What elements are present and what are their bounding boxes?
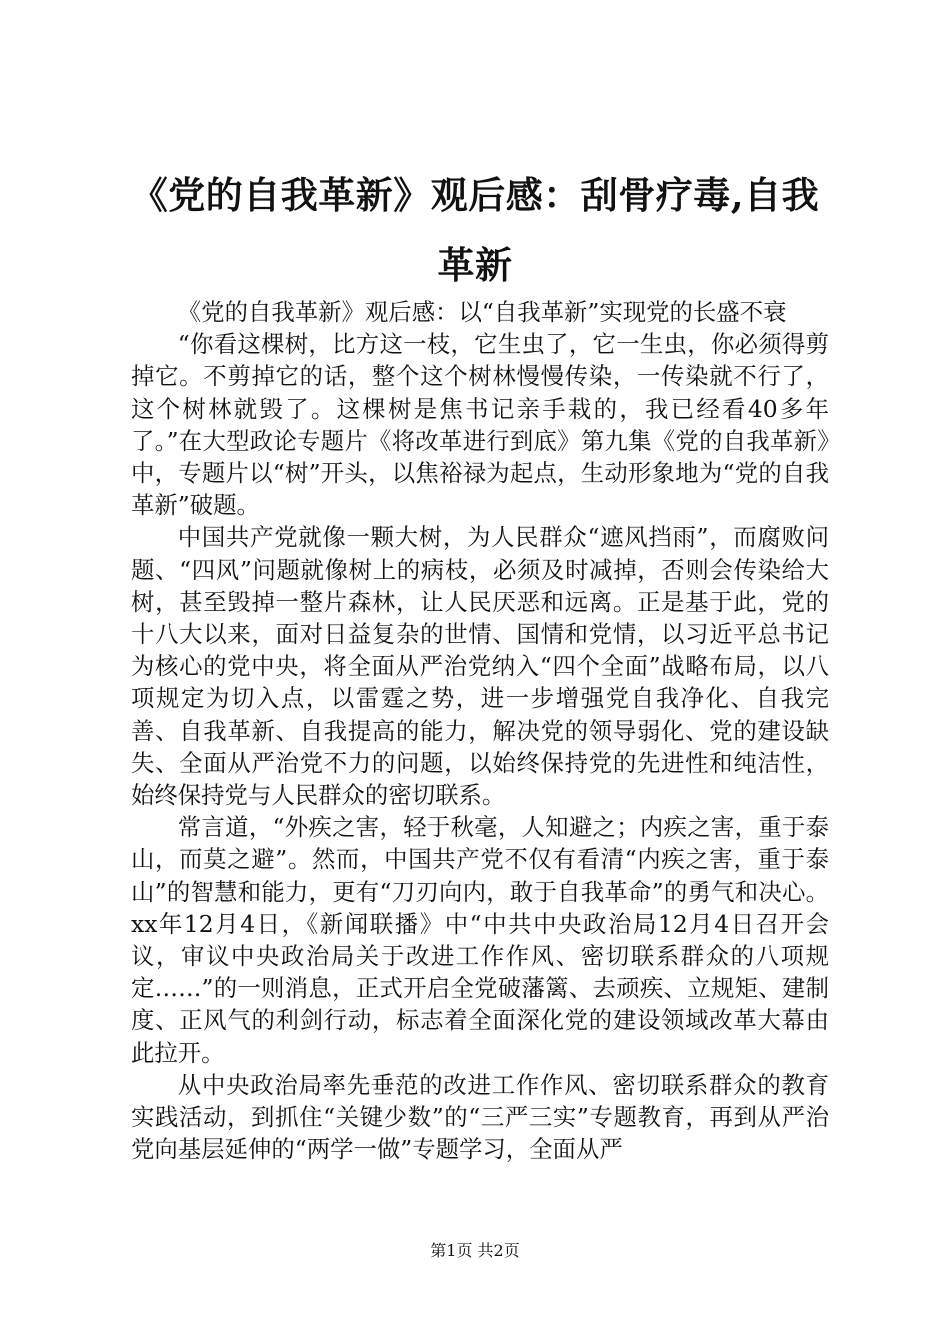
paragraph: 中国共产党就像一颗大树，为人民群众“遮风挡雨”，而腐败问题、“四风”问题就像树上的病枝，必须及时减掉，否则会传染给大树，甚至毁掉一整片森林，让人民厌恶和远离。正是基于此，党的十八大以来，面对日益复杂的世情、国情和党情，以习近平总书记为核心的党中央，将全面从严治党纳入“四个全面”战略布局，以八项规定为切入点，以雷霆之势，进一步增强党自我净化、自我完善、自我革新、自我提高的能力，解决党的领导弱化、党的建设缺失、全面从严治党不力的问题，以始终保持党的先进性和纯洁性，始终保持党与人民群众的密切联系。 <box>131 523 829 810</box>
page-number-footer: 第1页 共2页 <box>430 1241 520 1260</box>
paragraph: 从中央政治局率先垂范的改进工作作风、密切联系群众的教育实践活动，到抓住“关键少数”的“三严三实”专题教育，再到从严治党向基层延伸的“两学一做”专题学习，全面从严 <box>131 1070 829 1164</box>
document-body <box>131 296 829 1165</box>
paragraph: 常言道，“外疾之害，轻于秋毫，人知避之；内疾之害，重于泰山，而莫之避”。然而，中国共产党不仅有看清“内疾之害，重于泰山”的智慧和能力，更有“刀刃向内，敢于自我革命”的勇气和决心。xx年12月4日，《新闻联播》中“中共中央政治局12月4日召开会议，审议中央政治局关于改进工作作风、密切联系群众的八项规定……”的一则消息，正式开启全党破藩篱、去顽疾、立规矩、建制度、正风气的利剑行动，标志着全面深化党的建设领域改革大幕由此拉开。 <box>131 813 829 1067</box>
document-title: 《党的自我革新》观后感：刮骨疗毒,自我革新 <box>130 173 820 287</box>
paragraph: “你看这棵树，比方这一枝，它生虫了，它一生虫，你必须得剪掉它。不剪掉它的话，整个这个树林慢慢传染，一传染就不行了，这个树林就毁了。这棵树是焦书记亲手栽的，我已经看40多年了。”在大型政论专题片《将改革进行到底》第九集《党的自我革新》中，专题片以“树”开头，以焦裕禄为起点，生动形象地为“党的自我革新”破题。 <box>131 330 829 520</box>
paragraph-subtitle: 《党的自我革新》观后感：以“自我革新”实现党的长盛不衰 <box>177 298 787 326</box>
